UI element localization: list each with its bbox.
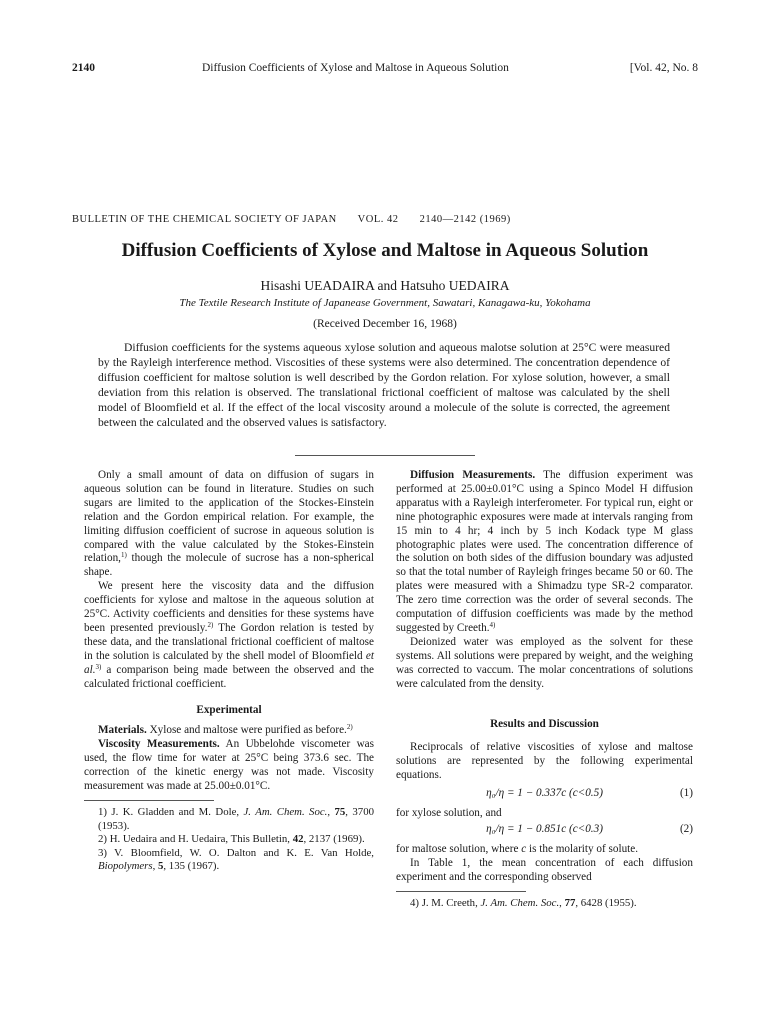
received-date: (Received December 16, 1968) [313, 318, 457, 330]
footnote-1: 1) J. K. Gladden and M. Dole, J. Am. Chem. Soc., 75, 3700 (1953). [98, 805, 374, 832]
citation-2: 2) [207, 620, 214, 629]
affiliation: The Textile Research Institute of Japanease Government, Sawatari, Kanagawa-ku, Yokohama [179, 297, 591, 309]
left-column [84, 469, 374, 874]
footnote-3: 3) V. Bloomfield, W. O. Dalton and K. E. Van Holde, Biopolymers, 5, 135 (1967). [98, 846, 374, 873]
paper-title: Diffusion Coefficients of Xylose and Maltose in Aqueous Solution [121, 240, 649, 261]
journal-volume: VOL. 42 [357, 214, 399, 225]
table-paragraph: In Table 1, the mean concentration of each diffusion experiment and the corresponding observed [396, 856, 693, 883]
equation-2-text: η₀/η = 1 − 0.851c (c<0.3) [486, 823, 603, 836]
results-heading: Results and Discussion [490, 717, 599, 730]
equation-2-number: (2) [679, 823, 693, 836]
experimental-heading: Experimental [196, 703, 262, 716]
intro-paragraph-2: We present here the viscosity data and the diffusion coefficients for xylose and maltose in the aqueous solution at 25°C. Activity coefficients and densities for these systems have been presented previously.$^{2)}$ The Gordon relation is tested by these data, and the translational frictional coefficient of maltose in the solution is calculated by the shell model of Bloomfield et al.$^{3)}$ a comparison being made between the observed and the calculated frictional coefficient. [84, 580, 374, 690]
footnote-rule-right [396, 891, 526, 892]
diffusion-paragraph: Diffusion Measurements. The diffusion experiment was performed at 25.00±0.01°C using a Spinco Model H diffusion apparatus with a Rayleigh interferometer. For typical run, eight or nine photographic exposures were made at intervals ranging from 15 min to 4 hr; 4 inch by 5 inch Kodack type M glass photographic plates were used. The concentration difference of the solution on both sides of the diffusion boundary was adjusted so that the total number of Rayleigh fringes became 50 or 60. The plates were measured with a Shimadzu type SR-2 comparator. The zero time correction was the order of several seconds. The computation of diffusion coefficients was made by the method suggested by Creeth.$^{4)}$ [396, 469, 693, 634]
citation-3: 3) [95, 662, 102, 671]
authors: Hisashi UEADAIRA and Hatsuho UEDAIRA [260, 278, 510, 293]
equation-1-number: (1) [679, 787, 693, 800]
running-head [72, 62, 698, 80]
footnotes-right [396, 897, 693, 911]
deionized-paragraph: Deionized water was employed as the solvent for these systems. All solutions were prepared by weight, and the weighing was corrected to vaccum. The molar concentrations of solutions were calculated from the density. [396, 635, 693, 690]
footnote-rule [84, 800, 214, 801]
journal-line [72, 214, 698, 225]
citation-1: 1) [120, 551, 127, 560]
equation-2 [396, 823, 693, 843]
running-title: Diffusion Coefficients of Xylose and Maltose in Aqueous Solution [202, 62, 509, 74]
footnote-4: 4) J. M. Creeth, J. Am. Chem. Soc., 77, 6428 (1955). [410, 896, 637, 909]
viscosity-paragraph: Viscosity Measurements. An Ubbelohde viscometer was used, the flow time for water at 25°C being 373.6 sec. The correction of the kinetic energy was not made. Viscosity measurement was made at 25.00±0.01°C. [84, 738, 375, 793]
for-maltose-text: for maltose solution, where c is the molarity of solute. [396, 843, 639, 856]
materials-paragraph: Materials. Xylose and maltose were purified as before.$^{2)}$ [98, 723, 353, 737]
abstract: Diffusion coefficients for the systems aqueous xylose solution and aqueous malotse solution at 25°C were measured by the Rayleigh interference method. Viscosities of these systems were also determined. The concentration dependence of diffusion coefficient for maltose solution is well described by the Gordon relation. For xylose solution, however, a small deviation from this relation is observed. The translational frictional coefficient of maltose was calculated by the shell model of Bloomfield et al. If the effect of the local viscosity around a molecule of the solute is corrected, the agreement between the calculated and the observed values is satisfactory. [98, 341, 670, 430]
citation-4: 4) [489, 620, 496, 629]
journal-name: BULLETIN OF THE CHEMICAL SOCIETY OF JAPAN [72, 214, 337, 225]
volume-label: [Vol. 42, No. 8 [629, 62, 698, 74]
results-paragraph-1: Reciprocals of relative viscosities of xylose and maltose solutions are represented by the following experimental equations. [396, 741, 693, 782]
equation-1-text: η₀/η = 1 − 0.337c (c<0.5) [486, 787, 603, 800]
for-xylose-text: for xylose solution, and [396, 807, 502, 820]
page-number: 2140 [72, 62, 95, 74]
section-divider [295, 455, 475, 456]
footnote-2: 2) H. Uedaira and H. Uedaira, This Bulletin, 42, 2137 (1969). [98, 833, 365, 846]
equation-1 [396, 787, 693, 807]
footnotes-left [84, 806, 374, 874]
right-column [396, 469, 693, 910]
intro-paragraph-1: Only a small amount of data on diffusion of sugars in aqueous solution can be found in literature. Studies on such sugars are limited to the application of the Stockes-Einstein relation and the Gordon empirical relation. For example, the limiting diffusion coefficient of sucrose in aqueous solution is compared with the value calculated by the Stokes-Einstein relation,$^{1)}$ though the molecule of sucrose has a non-spherical shape. [84, 469, 374, 579]
journal-pages: 2140—2142 (1969) [419, 214, 511, 225]
